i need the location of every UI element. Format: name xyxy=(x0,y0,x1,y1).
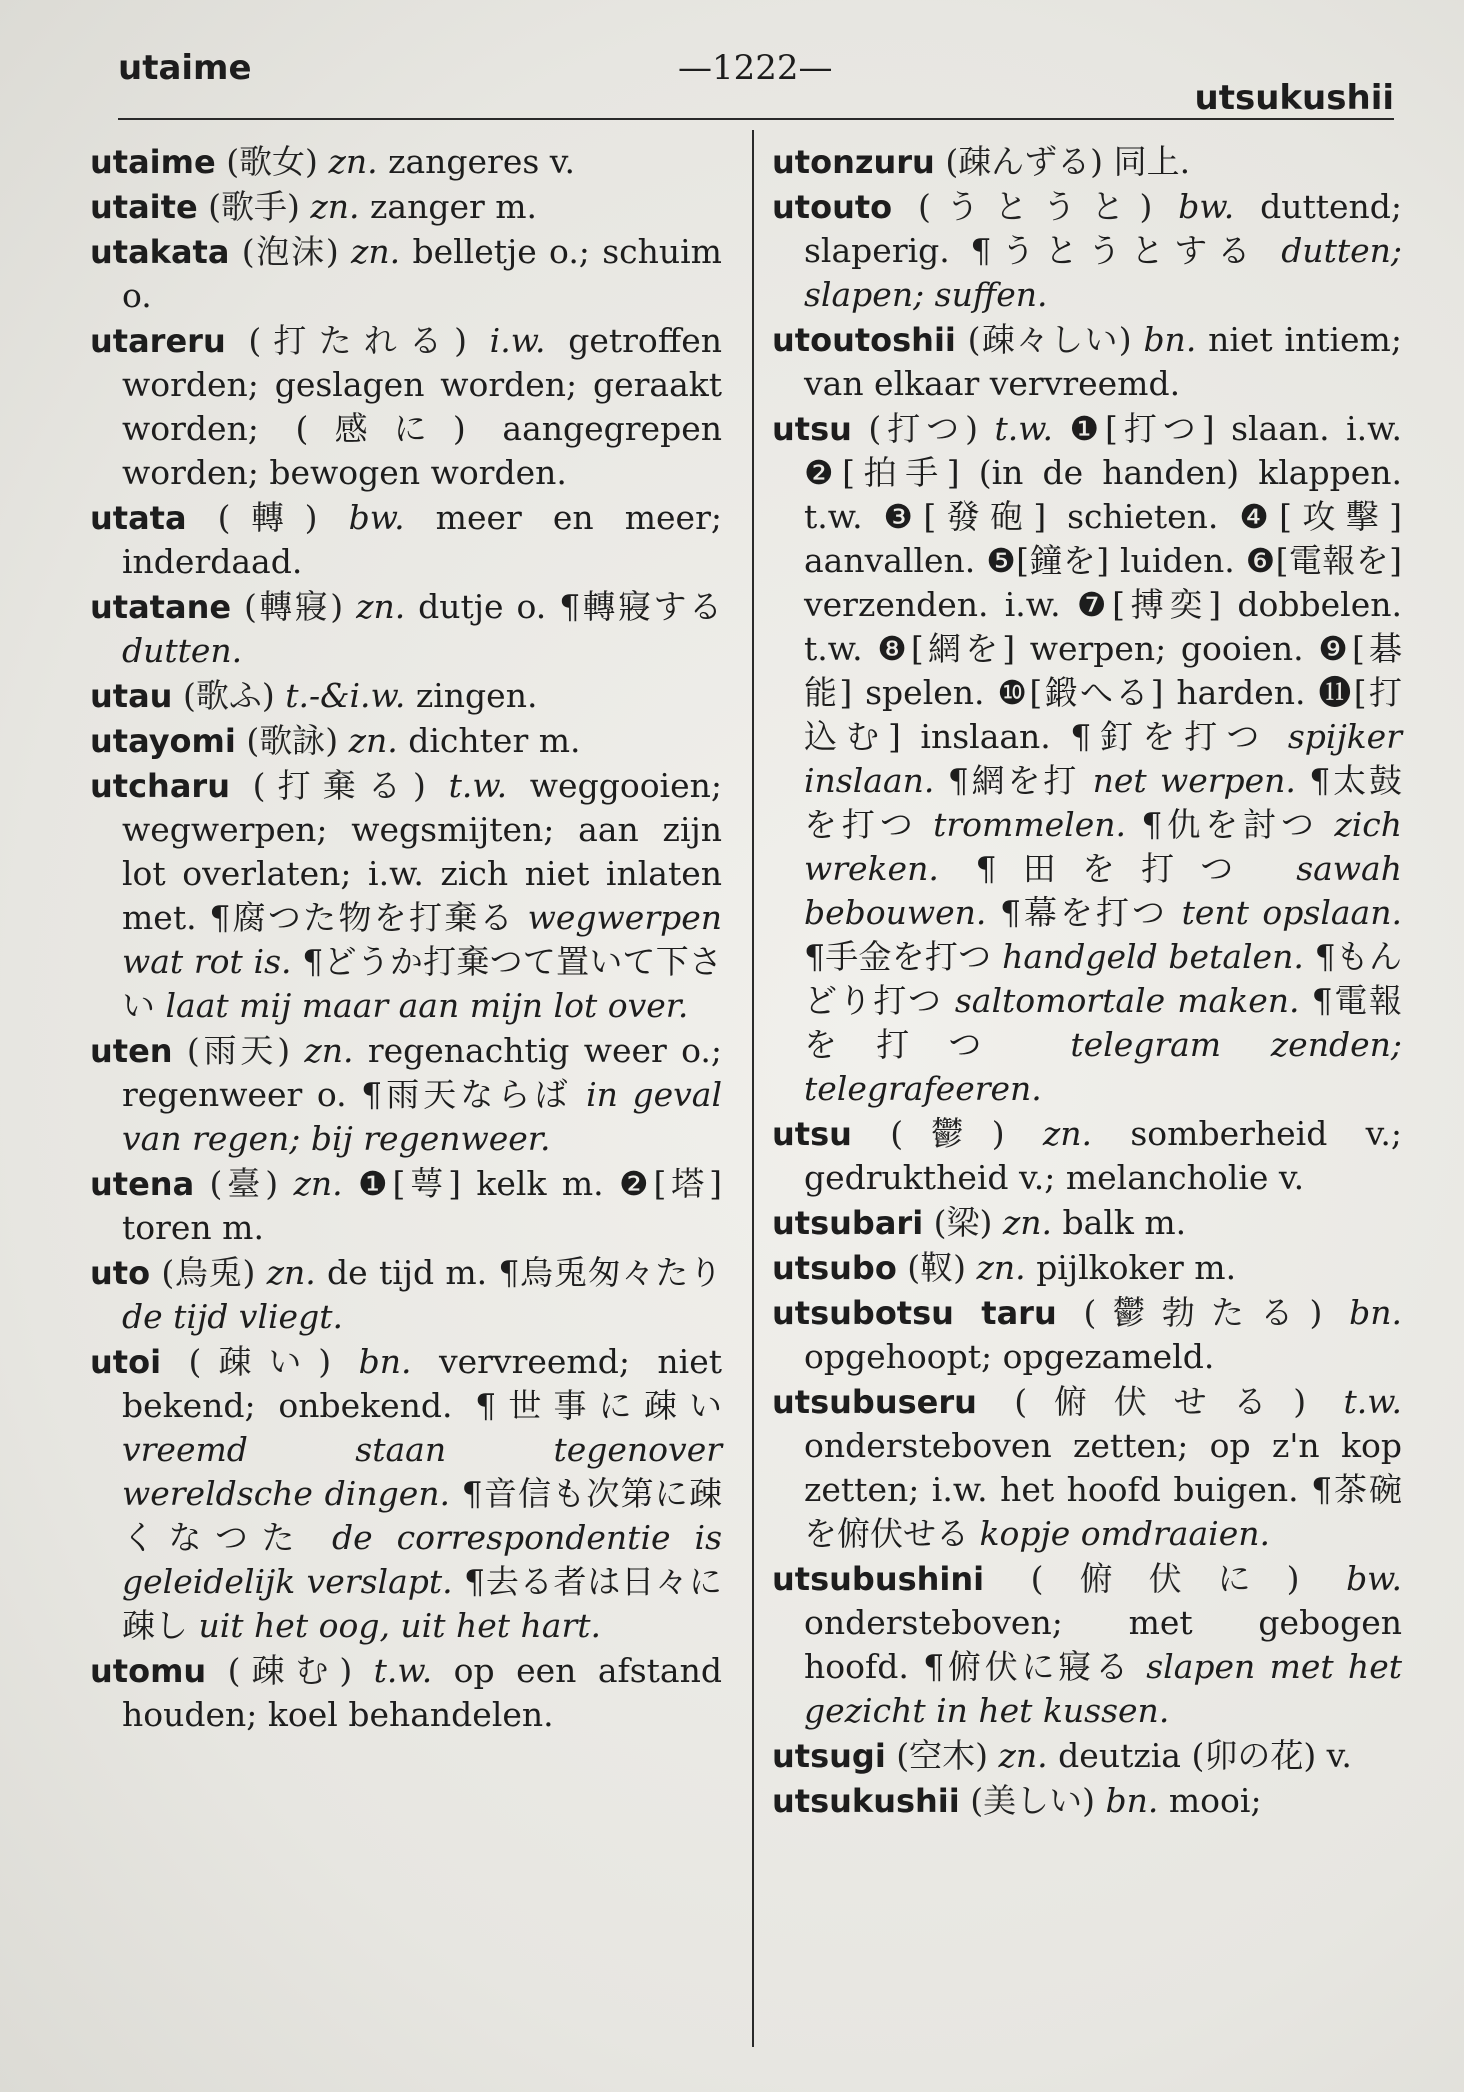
entry-kanji: (歌ふ) xyxy=(182,676,275,715)
entry-example-translation: zich wreken. xyxy=(804,805,1402,888)
entry-part-of-speech: t.w. xyxy=(373,1651,433,1690)
entry-definition: balk m. xyxy=(1062,1203,1187,1242)
entry-headword: utakata xyxy=(90,233,230,271)
dictionary-entry xyxy=(90,230,722,318)
entry-example-translation: saltomortale maken. xyxy=(954,981,1300,1020)
guide-word-left: utaime xyxy=(118,48,252,88)
entry-headword: utata xyxy=(90,499,187,537)
entry-part-of-speech: zn. xyxy=(1002,1203,1053,1242)
entry-example-translation: spijker inslaan. xyxy=(804,717,1402,800)
entry-definition: meer en meer; inderdaad. xyxy=(122,498,722,581)
entry-headword: utsubuseru xyxy=(772,1383,977,1421)
entry-headword: utena xyxy=(90,1165,195,1203)
dictionary-entry xyxy=(772,185,1402,317)
entry-definition: dichter m. xyxy=(408,721,581,760)
dictionary-entry xyxy=(90,1340,722,1648)
entry-example-translation: sawah bebouwen. xyxy=(804,849,1402,932)
entry-headword: utsu xyxy=(772,1115,852,1153)
dictionary-entry xyxy=(90,319,722,495)
entry-headword: uten xyxy=(90,1032,173,1070)
entry-example: ¶音信も次第に疎くなつた xyxy=(122,1474,722,1557)
guide-word-right: utsukushii xyxy=(1194,78,1394,118)
entry-kanji: (歌女) xyxy=(226,142,318,181)
dictionary-entry xyxy=(90,764,722,1028)
entry-part-of-speech: zn. xyxy=(304,1031,354,1070)
dictionary-entry xyxy=(772,1557,1402,1733)
entry-headword: utaime xyxy=(90,143,216,181)
entry-definition: pijlkoker m. xyxy=(1036,1248,1237,1287)
dictionary-entry xyxy=(90,674,722,718)
entry-example-translation: in geval van regen; bij regenweer. xyxy=(122,1075,722,1158)
entry-headword: utoi xyxy=(90,1343,162,1381)
entry-kanji: (疎んずる) xyxy=(945,142,1104,181)
entry-part-of-speech: zn. xyxy=(266,1253,316,1292)
entry-headword: utsubotsu taru xyxy=(772,1294,1057,1332)
entry-headword: utcharu xyxy=(90,767,230,805)
entry-kanji: (美しい) xyxy=(970,1781,1095,1820)
entry-definition: zingen. xyxy=(415,676,538,715)
entry-definition: duttend; slaperig. ¶うとうとする xyxy=(804,187,1403,270)
entry-kanji: (烏兎) xyxy=(161,1253,256,1292)
dictionary-entry xyxy=(772,407,1402,1111)
entry-kanji: (打棄る) xyxy=(252,766,426,805)
dictionary-entry xyxy=(90,1162,722,1250)
entry-part-of-speech: bn. xyxy=(1143,320,1197,359)
entry-definition: ondersteboven zetten; op z'n kop zetten; i.w. het hoofd buigen. ¶茶碗を俯伏せる xyxy=(804,1426,1402,1553)
dictionary-entry xyxy=(772,318,1402,406)
entry-example: ¶電報を打つ xyxy=(804,981,1403,1064)
entry-example: ¶もんどり打つ xyxy=(804,937,1403,1020)
entry-example-translation: wegwerpen wat rot is. xyxy=(122,898,722,981)
entry-definition: ❶[打つ] slaan. i.w. ❷[拍手] (in de handen) klappen. t.w. ❸[發砲] schieten. ❹[攻擊] aanvallen. ❺[鐘を] luiden. ❻[電報を] verzenden. i.w. ❼[搏奕] dobbelen. t.w. ❽[網を] werpen; gooien. ❾[碁能] spelen. ❿[鍛へる] harden. ⓫[打込む] inslaan. ¶釘を打つ xyxy=(804,409,1402,756)
entry-part-of-speech: t.-&i.w. xyxy=(285,676,406,715)
entry-kanji: (雨天) xyxy=(186,1031,291,1070)
entry-definition: mooi; xyxy=(1168,1781,1262,1820)
dictionary-entry xyxy=(772,140,1402,184)
entry-definition: zanger m. xyxy=(370,187,538,226)
entry-headword: utareru xyxy=(90,322,226,360)
entry-headword: utoutoshii xyxy=(772,321,956,359)
right-column xyxy=(772,140,1402,1824)
entry-part-of-speech: bn. xyxy=(1105,1781,1159,1820)
entry-example-translation: net werpen. xyxy=(1092,761,1296,800)
entry-part-of-speech: bw. xyxy=(1178,187,1235,226)
dictionary-entry xyxy=(90,185,722,229)
dictionary-entry xyxy=(90,719,722,763)
entry-kanji: (梁) xyxy=(933,1203,993,1242)
entry-kanji: (泡沫) xyxy=(241,232,339,271)
entry-part-of-speech: zn. xyxy=(356,587,406,626)
entry-definition: dutje o. ¶轉寢する xyxy=(418,587,723,626)
entry-part-of-speech: bw. xyxy=(348,498,405,537)
entry-headword: utsugi xyxy=(772,1737,886,1775)
entry-kanji: (俯伏に) xyxy=(1030,1559,1300,1598)
entry-definition: niet intiem; van elkaar vervreemd. xyxy=(804,320,1402,403)
entry-headword: utaite xyxy=(90,188,198,226)
dictionary-entry xyxy=(90,496,722,584)
entry-definition: opgehoopt; opgezameld. xyxy=(804,1337,1215,1376)
entry-part-of-speech: zn. xyxy=(976,1248,1026,1287)
entry-part-of-speech: bn. xyxy=(1349,1293,1403,1332)
page-number: —1222— xyxy=(678,48,833,88)
entry-definition: somberheid v.; gedruktheid v.; melancholie v. xyxy=(804,1114,1403,1197)
entry-part-of-speech: t.w. xyxy=(1343,1382,1403,1421)
entry-definition: ❶[萼] kelk m. ❷[塔] toren m. xyxy=(122,1164,722,1247)
entry-kanji: (疎い) xyxy=(188,1342,332,1381)
entry-headword: utsu xyxy=(772,410,852,448)
entry-part-of-speech: zn. xyxy=(348,721,398,760)
entry-headword: uto xyxy=(90,1254,151,1292)
entry-headword: utsubushini xyxy=(772,1560,985,1598)
entry-part-of-speech: zn. xyxy=(293,1164,343,1203)
entry-example-translation: tent opslaan. xyxy=(1181,893,1402,932)
entry-example-translation: laat mij maar aan mijn lot over. xyxy=(165,986,689,1025)
entry-example: ¶どうか打棄つて置いて下さい xyxy=(122,942,723,1025)
entry-kanji: (臺) xyxy=(209,1164,279,1203)
entry-definition: zangeres v. xyxy=(388,142,575,181)
dictionary-entry xyxy=(90,1251,722,1339)
entry-kanji: (歌詠) xyxy=(246,721,339,760)
entry-example: ¶仇を討つ xyxy=(1141,805,1319,844)
entry-headword: utsukushii xyxy=(772,1782,960,1820)
running-head xyxy=(118,48,1394,118)
entry-headword: utouto xyxy=(772,188,893,226)
entry-example-translation: kopje omdraaien. xyxy=(979,1514,1270,1553)
entry-example-translation: de tijd vliegt. xyxy=(122,1297,343,1336)
entry-part-of-speech: i.w. xyxy=(489,321,546,360)
entry-part-of-speech: zn. xyxy=(328,142,378,181)
entry-definition: vervreemd; niet bekend; onbekend. ¶世事に疎い xyxy=(122,1342,723,1425)
entry-example-translation: uit het oog, uit het hart. xyxy=(198,1606,601,1645)
entry-kanji: (俯伏せる) xyxy=(1014,1382,1307,1421)
entry-definition: de tijd m. ¶烏兎匆々たり xyxy=(327,1253,723,1292)
entry-part-of-speech: bw. xyxy=(1346,1559,1403,1598)
dictionary-entry xyxy=(90,140,722,184)
dictionary-entry xyxy=(772,1380,1402,1556)
entry-example-translation: slapen met het gezicht in het kussen. xyxy=(804,1647,1402,1730)
entry-example-translation: trommelen. xyxy=(933,805,1126,844)
entry-definition: belletje o.; schuim o. xyxy=(122,232,722,315)
header-rule xyxy=(118,118,1394,120)
entry-kanji: (靫) xyxy=(907,1248,967,1287)
entry-part-of-speech: zn. xyxy=(310,187,360,226)
entry-headword: utau xyxy=(90,677,173,715)
entry-example-translation: vreemd staan tegenover wereldsche dingen. xyxy=(122,1430,722,1513)
dictionary-entry xyxy=(772,1201,1402,1245)
entry-kanji: (空木) xyxy=(896,1736,989,1775)
entry-part-of-speech: bn. xyxy=(358,1342,412,1381)
entry-example: ¶手金を打つ xyxy=(804,937,992,976)
entry-definition: getroffen worden; geslagen worden; geraakt worden; (感に) aangegrepen worden; bewogen worden. xyxy=(122,321,723,492)
entry-headword: utonzuru xyxy=(772,143,935,181)
entry-kanji: (鬱勃たる) xyxy=(1083,1293,1323,1332)
entry-definition: 同上. xyxy=(1113,142,1191,181)
entry-kanji: (歌手) xyxy=(208,187,300,226)
entry-example: ¶去る者は日々に疎し xyxy=(122,1562,722,1645)
entry-part-of-speech: t.w. xyxy=(448,766,508,805)
entry-part-of-speech: zn. xyxy=(351,232,401,271)
entry-example-translation: de correspondentie is geleidelijk verslapt. xyxy=(122,1518,723,1601)
entry-example: ¶太鼓を打つ xyxy=(804,761,1403,844)
dictionary-entry xyxy=(90,1649,722,1737)
entry-kanji: (疎む) xyxy=(227,1651,353,1690)
dictionary-entry xyxy=(772,1779,1402,1823)
entry-headword: utsubo xyxy=(772,1249,897,1287)
entry-definition: op een afstand houden; koel behandelen. xyxy=(122,1651,722,1734)
entry-kanji: (轉寢) xyxy=(244,587,344,626)
entry-example: ¶田を打つ xyxy=(975,849,1260,888)
dictionary-entry xyxy=(90,585,722,673)
entry-definition: regenachtig weer o.; regenweer o. ¶雨天ならば xyxy=(122,1031,722,1114)
entry-kanji: (鬱) xyxy=(890,1114,1005,1153)
dictionary-entry xyxy=(772,1291,1402,1379)
entry-example-translation: dutten. xyxy=(122,631,243,670)
entry-kanji: (うとうと) xyxy=(917,187,1153,226)
entry-example-translation: dutten; slapen; suffen. xyxy=(804,231,1402,314)
entry-headword: utsubari xyxy=(772,1204,924,1242)
entry-kanji: (打たれる) xyxy=(248,321,467,360)
entry-example: ¶網を打 xyxy=(947,761,1080,800)
entry-headword: utayomi xyxy=(90,722,236,760)
dictionary-entry xyxy=(772,1734,1402,1778)
entry-part-of-speech: t.w. xyxy=(994,409,1054,448)
entry-part-of-speech: zn. xyxy=(998,1736,1048,1775)
entry-definition: deutzia (卯の花) v. xyxy=(1058,1736,1352,1775)
column-divider xyxy=(752,130,754,2047)
entry-definition: ondersteboven; met gebogen hoofd. ¶俯伏に寢る xyxy=(804,1603,1402,1686)
dictionary-entry xyxy=(772,1112,1402,1200)
entry-headword: utatane xyxy=(90,588,232,626)
dictionary-entry xyxy=(90,1029,722,1161)
dictionary-entry xyxy=(772,1246,1402,1290)
entry-example-translation: handgeld betalen. xyxy=(1002,937,1304,976)
left-column xyxy=(90,140,722,1738)
entry-example: ¶幕を打つ xyxy=(999,893,1169,932)
entry-definition: weggooien; wegwerpen; wegsmijten; aan zijn lot overlaten; i.w. zich niet inlaten met. ¶腐つた物を打棄る xyxy=(122,766,723,937)
entry-kanji: (打つ) xyxy=(868,409,978,448)
entry-kanji: (轉) xyxy=(217,498,318,537)
entry-headword: utomu xyxy=(90,1652,207,1690)
entry-kanji: (疎々しい) xyxy=(967,320,1132,359)
entry-part-of-speech: zn. xyxy=(1042,1114,1093,1153)
entry-example-translation: telegram zenden; telegrafeeren. xyxy=(804,1025,1402,1108)
